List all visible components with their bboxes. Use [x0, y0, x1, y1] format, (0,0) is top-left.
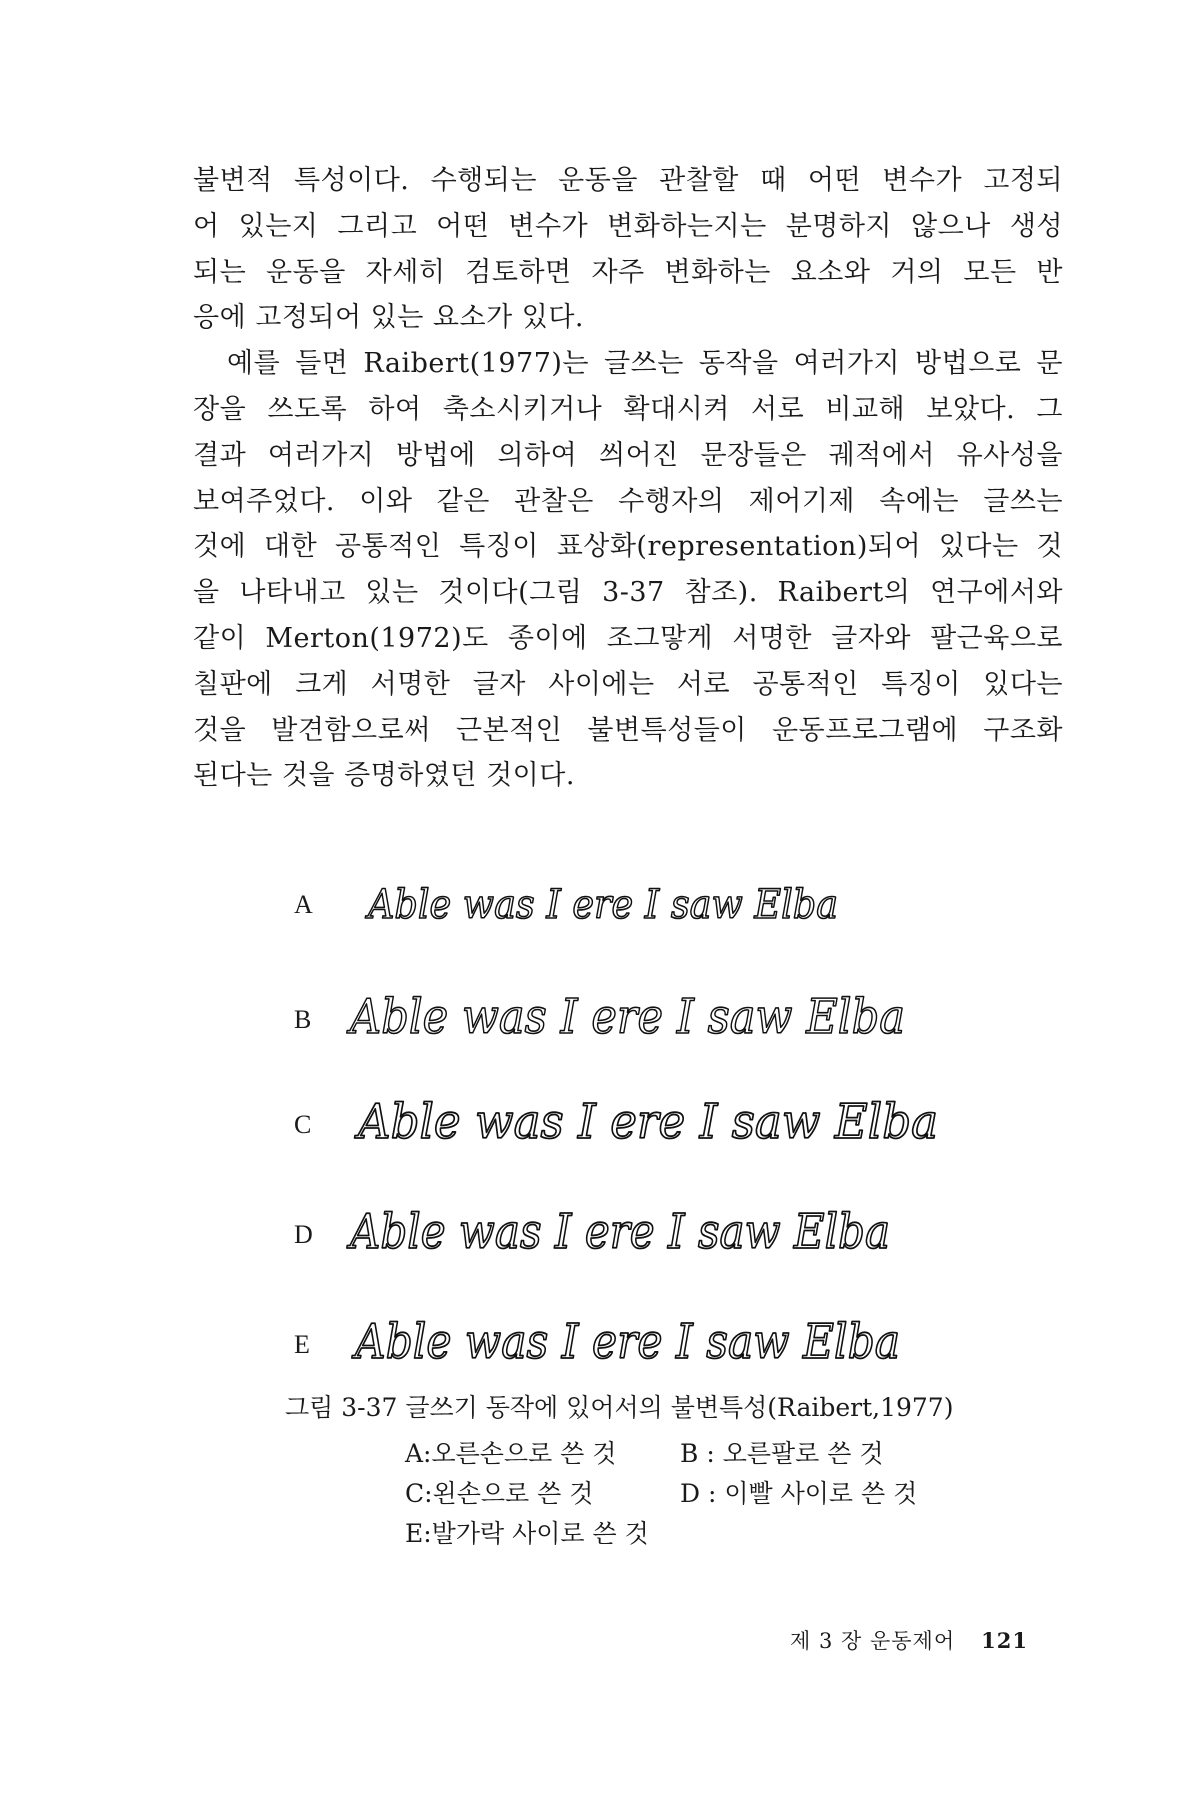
handwritten-text: Able was I ere I saw Elba	[346, 1204, 891, 1260]
text-line: 어 있는지 그리고 어떤 변수가 변화하는지는 분명하지 않으나 생성	[193, 210, 1063, 242]
text-line: 결과 여러가지 방법에 의하여 씌어진 문장들은 궤적에서 유사성을	[193, 439, 1063, 471]
caption-title: 그림 3-37 글쓰기 동작에 있어서의 불변특성(Raibert,1977)	[285, 1393, 954, 1422]
page-number: 121	[981, 1628, 1028, 1653]
sample-letter: E	[294, 1330, 310, 1359]
handwriting-sample-c	[290, 1080, 1050, 1180]
sample-letter: C	[294, 1110, 312, 1139]
body-text	[193, 158, 1063, 799]
legend-row	[405, 1432, 1045, 1472]
text-line: 같이 Merton(1972)도 종이에 조그맣게 서명한 글자와 팔근육으로	[193, 622, 1063, 654]
legend-item-c: C:왼손으로 쓴 것	[405, 1479, 594, 1508]
text-line: 것에 대한 공통적인 특징이 표상화(representation)되어 있다는 것	[193, 531, 1063, 563]
handwriting-image	[346, 975, 1000, 1075]
text-line: 되는 운동을 자세히 검토하면 자주 변화하는 요소와 거의 모든 반	[193, 256, 1063, 288]
handwritten-text: Able was I ere I saw Elba	[354, 1094, 938, 1150]
legend-item-d: D : 이빨 사이로 쓴 것	[680, 1479, 918, 1508]
text-line: 보여주었다. 이와 같은 관찰은 수행자의 제어기제 속에는 글쓰는	[193, 485, 1063, 517]
handwriting-sample-b	[290, 975, 1050, 1075]
text-line: 불변적 특성이다. 수행되는 운동을 관찰할 때 어떤 변수가 고정되	[193, 165, 1063, 196]
legend-item-b: B : 오른팔로 쓴 것	[680, 1439, 884, 1468]
page-footer	[790, 1625, 1028, 1655]
handwriting-image	[350, 1080, 1000, 1180]
handwriting-image	[350, 860, 1000, 960]
text-line: 칠판에 크게 서명한 글자 사이에는 서로 공통적인 특징이 있다는	[193, 668, 1063, 700]
legend-row	[405, 1472, 1045, 1512]
chapter-title: 제 3 장 운동제어	[790, 1629, 956, 1653]
text-line: 응에 고정되어 있는 요소가 있다.	[193, 302, 584, 334]
text-line: 된다는 것을 증명하였던 것이다.	[193, 760, 575, 792]
text-line: 장을 쓰도록 하여 축소시키거나 확대시켜 서로 비교해 보았다. 그	[193, 393, 1063, 425]
handwriting-sample-d	[290, 1190, 1050, 1290]
legend-item-a: A:오른손으로 쓴 것	[405, 1439, 617, 1468]
legend-row	[405, 1512, 1045, 1552]
legend-item-e: E:발가락 사이로 쓴 것	[405, 1519, 649, 1548]
handwriting-sample-a	[290, 860, 1050, 960]
handwriting-figure	[290, 860, 1050, 1420]
handwritten-text: Able was I ere I saw Elba	[346, 989, 906, 1045]
handwriting-sample-e	[290, 1300, 1050, 1400]
sample-letter: B	[294, 1005, 312, 1034]
text-line: 것을 발견함으로써 근본적인 불변특성들이 운동프로그램에 구조화	[193, 714, 1063, 746]
caption-legend	[405, 1432, 1045, 1552]
handwritten-text: Able was I ere I saw Elba	[364, 882, 838, 928]
figure-caption	[285, 1388, 1045, 1552]
text-line: 을 나타내고 있는 것이다(그림 3-37 참조). Raibert의 연구에서와	[193, 577, 1063, 609]
sample-letter: D	[294, 1220, 313, 1249]
handwriting-image	[350, 1300, 1000, 1400]
handwriting-image	[346, 1190, 1000, 1290]
text-line: 예를 들면 Raibert(1977)는 글쓰는 동작을 여러가지 방법으로 문	[227, 348, 1063, 380]
handwritten-text: Able was I ere I saw Elba	[351, 1314, 900, 1370]
sample-letter: A	[294, 890, 313, 919]
